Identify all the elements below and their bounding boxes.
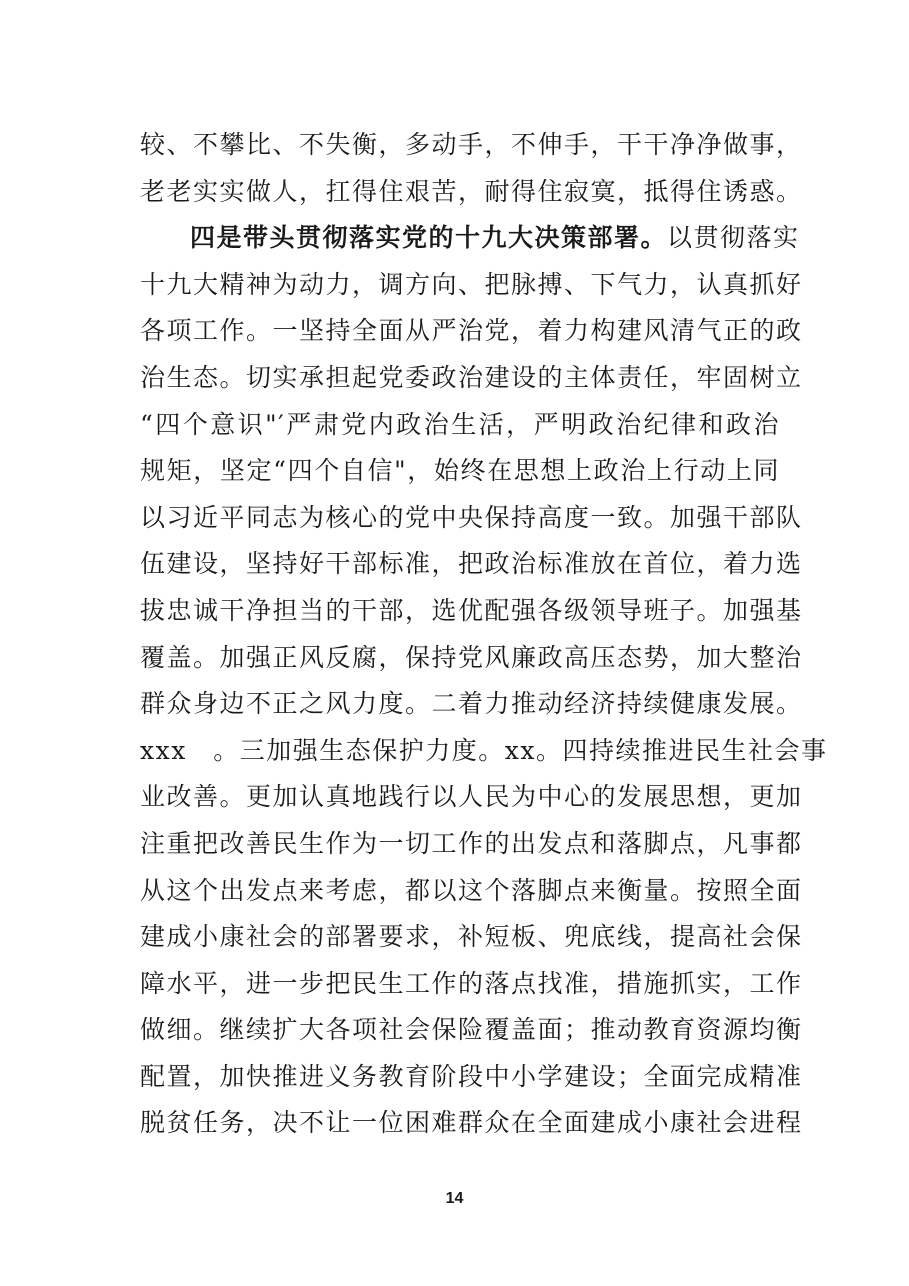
text-line: 建成小康社会的部署要求，补短板、兜底线，提高社会保 bbox=[140, 922, 803, 952]
text-line: 十九大精神为动力，调方向、把脉搏、下气力，认真抓好 bbox=[140, 269, 803, 299]
body-text bbox=[140, 122, 828, 1147]
section-heading-line bbox=[140, 215, 800, 262]
section-heading: 四是带头贯彻落实党的十九大决策部署。 bbox=[190, 223, 668, 253]
text-line: 业改善。更加认真地践行以人民为中心的发展思想，更加 bbox=[140, 782, 803, 812]
text-line: 障水平，进一步把民生工作的落点找准，措施抓实，工作 bbox=[140, 968, 803, 998]
text-line: 配置，加快推进义务教育阶段中小学建设；全面完成精准 bbox=[140, 1061, 803, 1091]
text-line: xxx 。三加强生态保护力度。xx。四持续推进民生社会事 bbox=[140, 735, 828, 765]
text-line: 伍建设，坚持好干部标准，把政治标准放在首位，着力选 bbox=[140, 549, 803, 579]
text-line: 覆盖。加强正风反腐，保持党风廉政高压态势，加大整治 bbox=[140, 642, 803, 672]
text-line: 治生态。切实承担起党委政治建设的主体责任，牢固树立 bbox=[140, 362, 803, 392]
page-number: 14 bbox=[445, 1190, 464, 1207]
text-line: 老老实实做人，扛得住艰苦，耐得住寂寞，抵得住诱惑。 bbox=[140, 176, 803, 206]
text-line: 脱贫任务，决不让一位困难群众在全面建成小康社会进程 bbox=[140, 1108, 803, 1138]
text-line: 规矩，坚定“四个自信"，始终在思想上政治上行动上同 bbox=[140, 456, 780, 486]
text-line: 拔忠诚干净担当的干部，选优配强各级领导班子。加强基 bbox=[140, 595, 803, 625]
text-line: 注重把改善民生作为一切工作的出发点和落脚点，凡事都 bbox=[140, 828, 803, 858]
heading-continuation: 以贯彻落实 bbox=[667, 223, 800, 253]
text-line: 做细。继续扩大各项社会保险覆盖面；推动教育资源均衡 bbox=[140, 1015, 803, 1045]
text-line: 群众身边不正之风力度。二着力推动经济持续健康发展。 bbox=[140, 689, 803, 719]
text-line: 从这个出发点来考虑，都以这个落脚点来衡量。按照全面 bbox=[140, 875, 803, 905]
text-line: 较、不攀比、不失衡，多动手，不伸手，干干净净做事， bbox=[140, 130, 803, 159]
text-line: 各项工作。一坚持全面从严治党，着力构建风清气正的政 bbox=[140, 316, 803, 346]
text-line: “四个意识"′严肃党内政治生活，严明政治纪律和政治 bbox=[140, 409, 780, 439]
text-line: 以习近平同志为核心的党中央保持高度一致。加强干部队 bbox=[140, 502, 803, 532]
